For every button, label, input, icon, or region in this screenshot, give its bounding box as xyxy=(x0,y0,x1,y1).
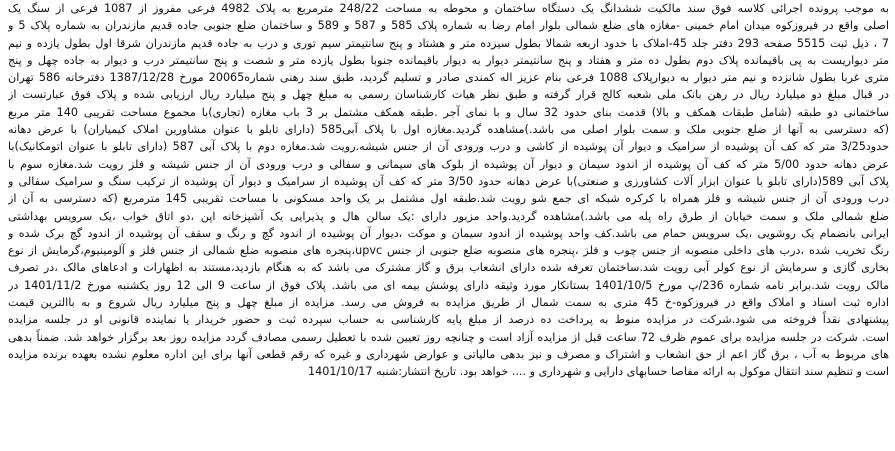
notice-line: پلاک آبی 589(دارای تابلو با عنوان ابزار آلات کشاورزی و صنعتی)با عرض دهانه حدود 3/50 متر که کف آن پوشیده از سرامیک و دیوار آن پوشیده از ترکیب سنگ و سرامیک سفالی و xyxy=(8,174,889,188)
notice-line: حدود3/25 متر که کف آن پوشیده از سرامیک و دیوار آن پوشیده از کاشی و درب ورودی آن از جنس شیشه.رویت شد.مغازه دوم با پلاک آبی 587 (دارای تابلو با عنوان اتومکانیک)با xyxy=(8,140,889,154)
notice-line: متر دیواریست به پی باقیمانده پلاک دوم بطول ده متر و هفتاد و پنج سانتیمتر دیوار به دیوار باقیمانده جنوبا بطول یازده متر و شصت و پنج سانتیمتر درب و دیوار به جاده چهل و پنج xyxy=(8,53,889,67)
notice-line: عرض دهانه حدود 5/00 متر که کف آن پوشیده از اندود سیمان و دیوار آن پوشیده از بلوک های سیمانی و سفالی و درب ورودی آن از جنس شیشه و فلز رویت شد.مغازه سوم با xyxy=(8,157,889,171)
notice-line: متری غربا بطول شانزده و نیم متر دیوار به دیوارپلاک 1088 فرعی بنام عزیز اله کمندی صادر و تسلیم گردید، طبق سند رهنی شماره20065 مورخ 1387/12/28 دفترخانه 586 تهران xyxy=(8,71,889,85)
notice-line: رنگ تخریب شده ،درب های داخلی منصوبه از جنس چوب و فلز ،پنجره های منصوبه ضلع جنوبی از جنس upvc،پنجره های منصوبه ضلع شمالی از جنس فلز و آلومینیوم،گرمایش از نوع xyxy=(8,244,889,258)
notice-line: در قبال مبلغ دو میلیارد ریال در رهن بانک ملی شعبه کالج قرار گرفته و طبق نظر هیات کارشناسان رسمی به مبلغ چهل و پنج میلیارد ریال ارزیابی شده و پلاک فوق عبارتست از xyxy=(8,88,889,102)
notice-line: (که دسترسی به آنها از ضلع جنوبی ملک و سمت بلوار اصلی می باشد.)مشاهده گردید.مغازه اول با پلاک آبی585 (دارای تابلو با عنوان مشاورین املاک کیمیاران) با عرض دهانه xyxy=(8,123,889,137)
notice-line: درب ورودی آن از جنس شیشه و فلز همراه با کرکره شبکه ای جمع شو رویت شد.طبقه اول مشتمل بر یک واحد مسکونی با مساحت تقریبی 145 مترمربع (که دسترسی به آن از xyxy=(8,192,889,206)
notice-line: های مربوط به آب ، برق گاز اعم از حق انشعاب و اشتراک و مصرف و نیز بدهی مالیاتی و عوارض شهرداری و غیره که رقم قطعی آنها برای این اداره معلوم نشده بعهده برنده مزایده xyxy=(8,347,889,361)
notice-line: اصلی واقع در فیروزکوه میدان امام خمینی -مغازه های ضلع شمالی بلوار امام رضا به شماره پلاک 585 و 587 و 589 و ساختمان ضلع جنوبی جاده قدیم مازندران به شماره پلاک 5 و xyxy=(8,19,889,33)
notice-line: ایرانی بانضمام یک روشویی ،یک سرویس حمام می باشد.کف واحد پوشیده از اندود سیمان و موکت ،دیوار آن پوشیده از اندود گچ و رنگ و سقف آن پوشیده از اندود گچ برک شده و xyxy=(8,226,889,240)
notice-line: اداره ثبت اسناد و املاک واقع در فیروزکوه-خ 45 متری به سمت شمال از طریق مزایده به فروش می رسد. مزایده از مبلغ چهل و پنج میلیارد ریال شروع و به باالترین قیمت xyxy=(8,296,889,310)
notice-line: مالک رویت شد.برابر نامه شماره 236/پ مورخ 1401/10/5 بستانکار مورد وثیقه دارای پوشش بیمه ای می باشد. پلاک فوق از ساعت 9 الی 12 روز یکشنبه مورخ 1401/11/2 در xyxy=(8,278,889,292)
notice-line-publication-date: است و تنظیم سند انتقال موکول به ارائه مفاصا حسابهای دارایی و شهرداری و .... خواهد بود. تاریخ انتشار:شنبه 1401/10/17 xyxy=(308,365,889,379)
notice-line: بخاری گازی و سرمایش از نوع کولر آبی رویت شد.ساختمان تعرفه شده دارای انشعاب برق و گاز مشترک می باشد که به هنگام بازدید،مستند به اظهارات و ادعاهای مالک ،در تصرف xyxy=(8,261,889,275)
notice-line: است. شرکت در جلسه مزایده برای عموم ظرف 72 ساعت قبل از مزایده آزاد است و چنانچه روز تعیین شده با تعطیل رسمی مصادف گردد مزایده روز بعد برگزار خواهد شد. ضمناً بدهی xyxy=(8,330,889,344)
notice-line: ضلع شمالی ملک و سمت خیابان از طرق راه پله می باشد.)مشاهده گردید.واحد مزبور دارای :یک سالن هال و پذیرایی یک آشپزخانه اپن ،دو اتاق خواب ،یک سرویس بهداشتی xyxy=(8,209,889,223)
notice-line: به موجب پرونده اجرائی کلاسه فوق سند مالکیت ششدانگ یک دستگاه ساختمان و محوطه به مساحت 248/22 مترمربع به پلاک 4982 فرعی مفروز از 1087 فرعی از سنگ یک xyxy=(8,2,889,15)
notice-line: ساختمانی دو طبقه (شامل طبقات همکف و بالا) قدمت بنای حدود 32 سال و با نمای آجر .طبقه همکف مشتمل بر 3 باب مغازه (تجاری)با مجموع مساحت تقریبی 140 متر مربع xyxy=(8,105,889,119)
notice-line: پیشنهادی نقداً فروخته می شود.شرکت در مزایده منوط به پرداخت ده درصد از مبلغ پایه کارشناسی به حساب سپرده ثبت و حضور خریدار یا نماینده قانونی او در جلسه مزایده xyxy=(8,313,889,327)
notice-line: 7 ، ذیل ثبت 5515 صفحه 293 دفتر جلد 45-املاک با حدود اربعه شمالا بطول سیزده متر و هشتاد و پنج سانتیمتر سیم توری و درب به جاده قدیم مازندران شرقا اول بطول یازده و نیم xyxy=(8,36,889,50)
